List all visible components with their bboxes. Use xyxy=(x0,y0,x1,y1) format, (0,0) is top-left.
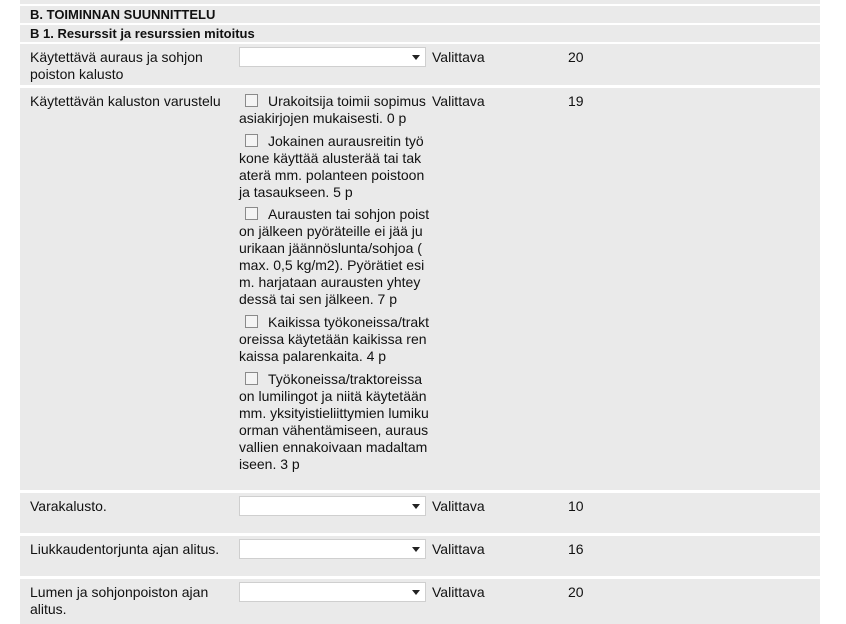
option-checkbox[interactable] xyxy=(245,372,258,385)
criteria-kind: Valittava xyxy=(432,49,485,65)
option-text: Urakoitsija toimii sopimus asiakirjojen mukaisesti. 0 p xyxy=(239,93,426,126)
criteria-points: 19 xyxy=(568,93,584,109)
option-text: Työkoneissa/traktoreissa on lumilingot ja niitä käytetään mm. yksityistieliittymien lumiku orman vähentämiseen, auraus vallien ennakoivaan madaltam iseen. 3 p xyxy=(239,371,429,472)
criteria-row-kalusto xyxy=(20,44,820,85)
option-checkbox[interactable] xyxy=(245,134,258,147)
option-item xyxy=(239,371,435,473)
chevron-down-icon xyxy=(412,55,420,60)
option-text: Aurausten tai sohjon poist on jälkeen pyöräteille ei jää ju urikaan jäännöslunta/sohjoa ( max. 0,5 kg/m2). Pyörätiet esi m. harjataan aurausten yhtey dessä tai sen jälkeen. 7 p xyxy=(239,206,430,307)
top-band xyxy=(20,0,820,4)
criteria-kind: Valittava xyxy=(432,584,485,600)
criteria-kind: Valittava xyxy=(432,93,485,109)
criteria-points: 20 xyxy=(568,49,584,65)
criteria-row-varustelu xyxy=(20,88,820,490)
option-item xyxy=(239,206,435,308)
criteria-label: Liukkaudentorjunta ajan alitus. xyxy=(30,541,220,557)
varakalusto-select[interactable] xyxy=(239,496,426,516)
option-item xyxy=(239,133,435,201)
criteria-label: Käytettävä auraus ja sohjon poiston kalusto xyxy=(30,49,203,82)
liukkaudentorjunta-select[interactable] xyxy=(239,539,426,559)
criteria-points: 16 xyxy=(568,541,584,557)
option-checkbox[interactable] xyxy=(245,94,258,107)
option-text: Kaikissa työkoneissa/trakt oreissa käytetään kaikissa ren kaissa palarenkaita. 4 p xyxy=(239,314,430,364)
criteria-points: 10 xyxy=(568,498,584,514)
chevron-down-icon xyxy=(412,547,420,552)
criteria-label: Varakalusto. xyxy=(30,498,107,514)
option-checkbox[interactable] xyxy=(245,315,258,328)
option-checkbox[interactable] xyxy=(245,207,258,220)
criteria-kind: Valittava xyxy=(432,498,485,514)
option-item xyxy=(239,93,435,127)
criteria-row-liukkaudentorjunta xyxy=(20,536,820,576)
option-text: Jokainen aurausreitin työ kone käyttää alusterää tai tak aterä mm. polanteen poistoon ja tasaukseen. 5 p xyxy=(239,133,425,200)
criteria-row-varakalusto xyxy=(20,493,820,533)
criteria-label: Käytettävän kaluston varustelu xyxy=(30,93,221,109)
criteria-row-lumen-poisto xyxy=(20,579,820,624)
criteria-points: 20 xyxy=(568,584,584,600)
chevron-down-icon xyxy=(412,590,420,595)
chevron-down-icon xyxy=(412,504,420,509)
kalusto-select[interactable] xyxy=(239,47,426,67)
criteria-kind: Valittava xyxy=(432,541,485,557)
section-title: B. TOIMINNAN SUUNNITTELU xyxy=(30,7,216,22)
section-subtitle: B 1. Resurssit ja resurssien mitoitus xyxy=(30,26,255,41)
criteria-label: Lumen ja sohjonpoiston ajan alitus. xyxy=(30,584,209,617)
option-item xyxy=(239,314,435,365)
lumen-poisto-select[interactable] xyxy=(239,582,426,602)
